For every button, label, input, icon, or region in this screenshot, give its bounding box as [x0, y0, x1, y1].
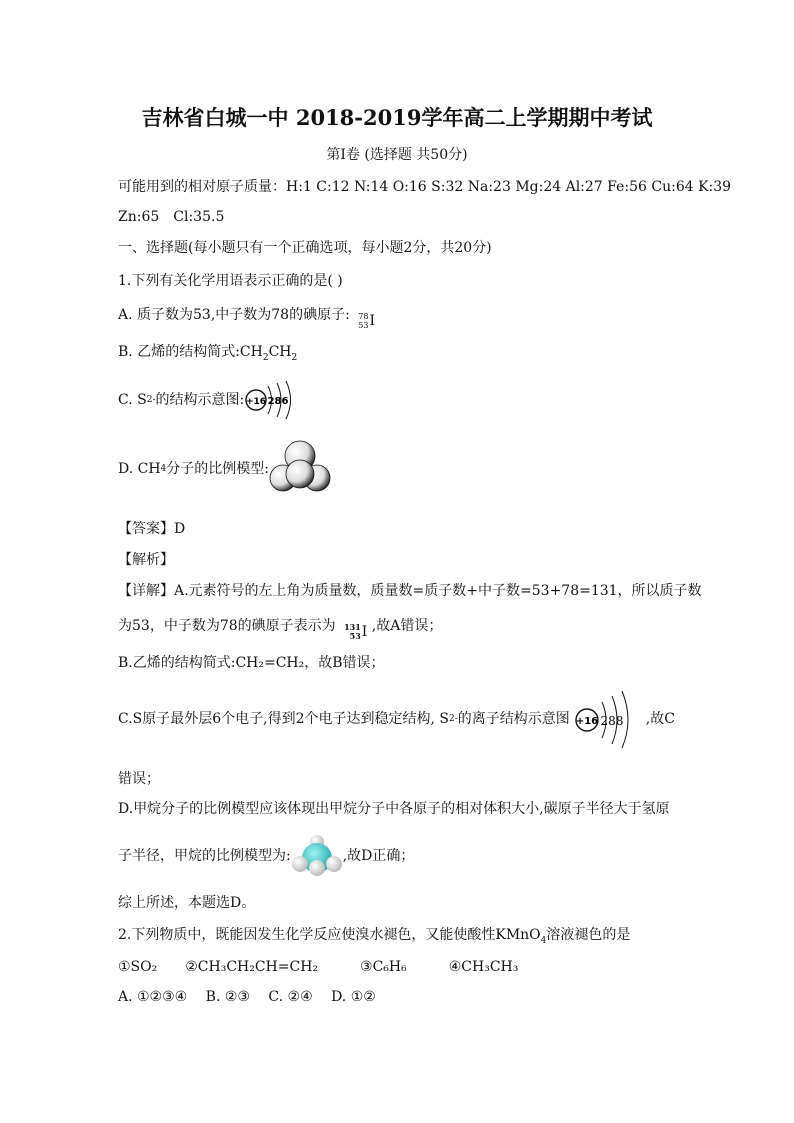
- isotope-number: 53: [349, 631, 361, 641]
- iodine-isotope-corrected: [340, 623, 367, 641]
- section-subtitle: 第Ⅰ卷 (选择题 共50分): [326, 147, 468, 163]
- question-2-choices: A. ①②③④ B. ②③ C. ②④ D. ①②: [118, 989, 376, 1005]
- sulfur-ion-structure-diagram: [244, 380, 300, 420]
- isotope-mass: 78: [358, 312, 369, 321]
- shell-electrons: 286: [267, 396, 289, 407]
- question-1-option-b: B. 乙烯的结构简式$:CH_2CH_2$: [118, 344, 298, 363]
- isotope-number: 53: [358, 321, 369, 330]
- answer-1: 【答案】D: [118, 521, 186, 537]
- explanation-line-2: 为53，中子数为78的碘原子表示为 131 53 I ,故A错误；: [118, 618, 443, 641]
- analysis-label: 【解析】: [118, 552, 174, 568]
- section-heading: 一、选择题(每小题只有一个正确选项，每小题2分，共20分): [118, 240, 492, 256]
- methane-color-model-icon: [291, 834, 343, 878]
- atomic-masses-line-1: 可能用到的相对原子质量：H:1 C:12 N:14 O:16 S:32 Na:23 Mg:24 Al:27 Fe:56 Cu:64 K:39: [118, 179, 732, 195]
- methane-model-icon: [269, 440, 331, 498]
- explanation-line-6: D.甲烷分子的比例模型应该体现出甲烷分子中各原子的相对体积大小,碳原子半径大于氢原: [118, 801, 670, 817]
- explanation-line-1: 【详解】A.元素符号的左上角为质量数，质量数=质子数+中子数=53+78=131，所以质子数: [118, 583, 702, 599]
- nucleus-label: +16: [575, 716, 598, 727]
- question-2-stem: 2.下列物质中，既能因发生化学反应使溴水褪色，又能使酸性KMnO$_4$溶液褪色的是: [118, 927, 631, 946]
- isotope-symbol: I: [361, 624, 368, 640]
- explanation-line-3: B.乙烯的结构简式:CH₂=CH₂，故B错误；: [118, 655, 385, 671]
- explanation-line-4: C.S原子最外层6个电子,得到2个电子达到稳定结构, S 2- 的离子结构示意图 +16 288 ,故C: [118, 688, 675, 750]
- nucleus-label: +16: [246, 397, 267, 407]
- isotope-mass: 131: [344, 622, 361, 632]
- page-title: 吉林省白城一中 2018-2019学年高二上学期期中考试: [141, 105, 653, 130]
- sulfide-ion-structure-diagram: [574, 688, 646, 750]
- question-1-stem: 1.下列有关化学用语表示正确的是( ): [118, 273, 343, 289]
- shell-electrons: 288: [600, 714, 624, 728]
- question-1-option-d: D. CH 4 分子的比例模型:: [118, 440, 331, 498]
- explanation-summary: 综上所述，本题选D。: [118, 895, 256, 911]
- question-1-option-c: C. S 2- 的结构示意图: +16 286: [118, 380, 300, 420]
- question-2-substances: ①SO₂ ②CH₃CH₂CH=CH₂ ③C₆H₆ ④CH₃CH₃: [118, 959, 519, 975]
- explanation-line-7: 子半径，甲烷的比例模型为: ,故D正确；: [118, 834, 414, 878]
- explanation-line-5: 错误；: [118, 771, 160, 787]
- isotope-symbol: I: [369, 313, 375, 329]
- question-1-option-a: A. 质子数为53,中子数为78的碘原子: 78 53 I: [118, 307, 375, 330]
- iodine-isotope: [354, 312, 375, 330]
- atomic-masses-line-2: Zn:65 Cl:35.5: [118, 209, 225, 225]
